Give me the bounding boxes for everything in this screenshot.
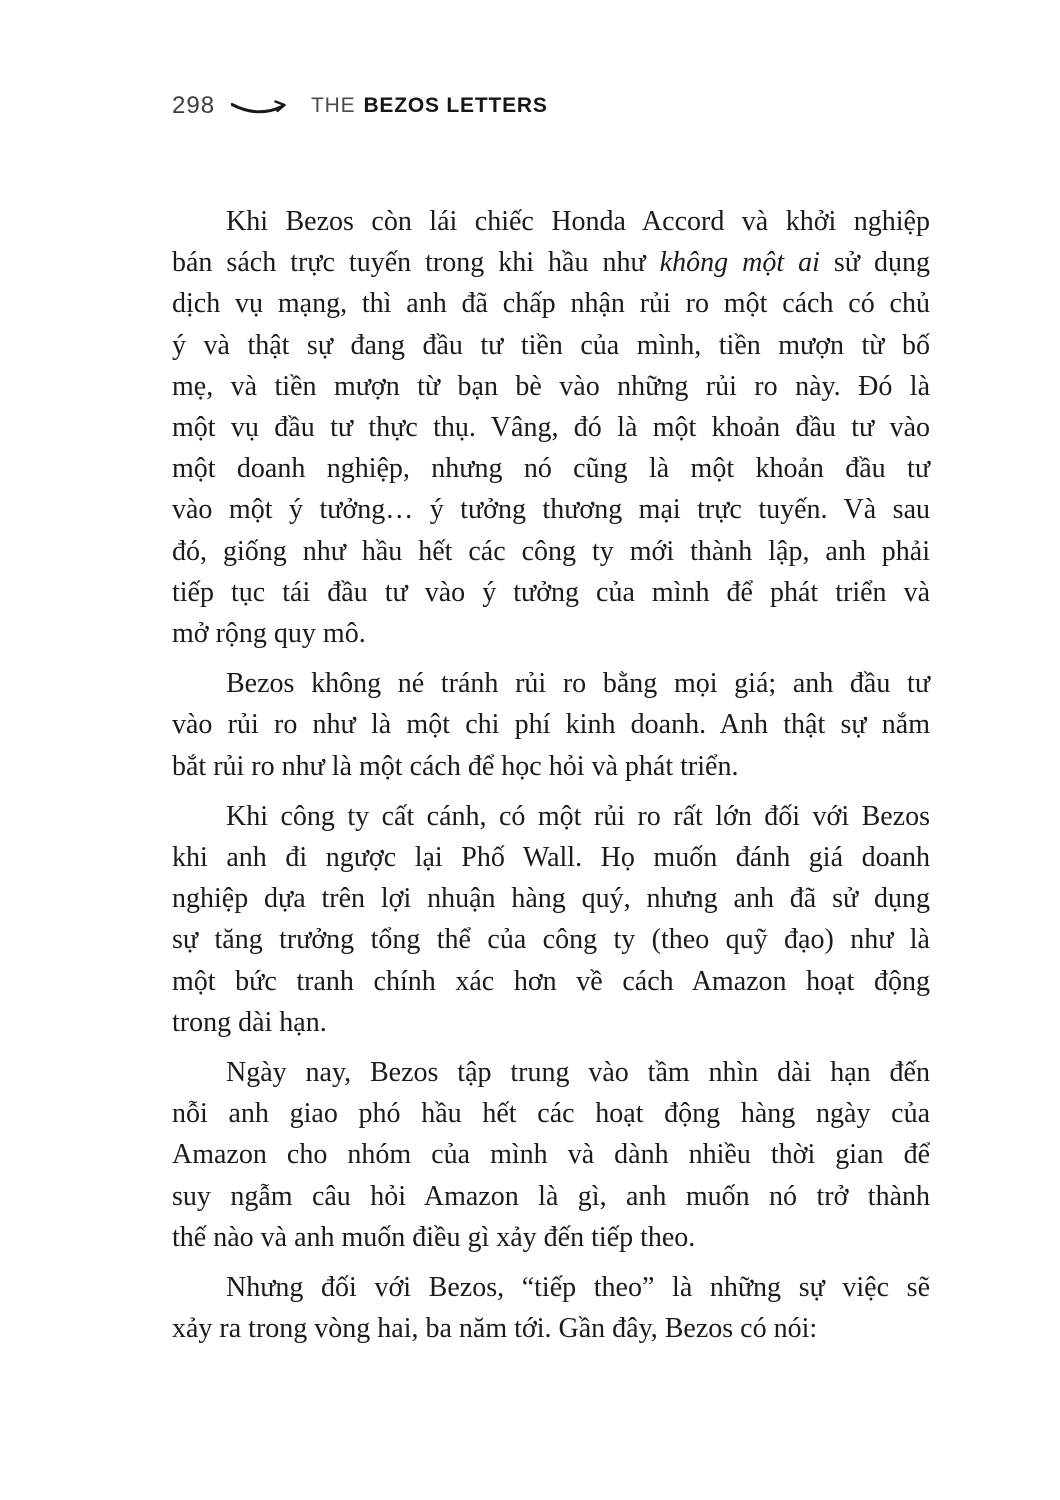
text-line: dịch vụ mạng, thì anh đã chấp nhận rủi ro một cách có chủ bbox=[172, 288, 930, 320]
page-header bbox=[172, 92, 548, 120]
text-line: sự tăng trưởng tổng thể của công ty (theo quỹ đạo) như là bbox=[172, 924, 930, 956]
text-line: bắt rủi ro như là một cách để học hỏi và phát triển. bbox=[172, 750, 739, 782]
text-line: thế nào và anh muốn điều gì xảy đến tiếp theo. bbox=[172, 1221, 696, 1253]
text-line: ý và thật sự đang đầu tư tiền của mình, tiền mượn từ bố bbox=[172, 329, 930, 361]
text-line: Khi Bezos còn lái chiếc Honda Accord và khởi nghiệp bbox=[226, 206, 930, 237]
text-line: Bezos không né tránh rủi ro bằng mọi giá; anh đầu tư bbox=[226, 668, 930, 700]
text-line: một bức tranh chính xác hơn về cách Amazon hoạt động bbox=[172, 965, 930, 997]
text-line: Nhưng đối với Bezos, “tiếp theo” là những sự việc sẽ bbox=[226, 1272, 930, 1304]
text-line: nghiệp dựa trên lợi nhuận hàng quý, nhưng anh đã sử dụng bbox=[172, 883, 930, 915]
text-line: tiếp tục tái đầu tư vào ý tưởng của mình để phát triển và bbox=[172, 576, 930, 608]
paragraph bbox=[172, 1052, 930, 1258]
paragraph bbox=[172, 663, 930, 787]
page-body bbox=[172, 201, 930, 1358]
book-title-the: THE bbox=[311, 94, 356, 117]
text-line: một doanh nghiệp, nhưng nó cũng là một khoản đầu tư bbox=[172, 453, 930, 485]
text-line: bán sách trực tuyến trong khi hầu như không một ai sử dụng bbox=[172, 247, 930, 279]
text-line: nỗi anh giao phó hầu hết các hoạt động hàng ngày của bbox=[172, 1098, 930, 1130]
text-line: Ngày nay, Bezos tập trung vào tầm nhìn dài hạn đến bbox=[226, 1057, 930, 1089]
text-line: mẹ, và tiền mượn từ bạn bè vào những rủi ro này. Đó là bbox=[172, 370, 930, 402]
text-line: Khi công ty cất cánh, có một rủi ro rất lớn đối với Bezos bbox=[226, 800, 930, 832]
text-line: đó, giống như hầu hết các công ty mới thành lập, anh phải bbox=[172, 535, 930, 567]
book-title-bezos-letters: BEZOS LETTERS bbox=[363, 94, 548, 117]
text-line: suy ngẫm câu hỏi Amazon là gì, anh muốn nó trở thành bbox=[172, 1180, 930, 1212]
amazon-smile-icon bbox=[231, 98, 293, 120]
paragraph bbox=[172, 796, 930, 1043]
text-line: trong dài hạn. bbox=[172, 1006, 327, 1038]
text-line: một vụ đầu tư thực thụ. Vâng, đó là một khoản đầu tư vào bbox=[172, 412, 930, 444]
text-line: vào một ý tưởng… ý tưởng thương mại trực tuyến. Và sau bbox=[172, 494, 930, 526]
paragraph bbox=[172, 1267, 930, 1349]
text-line: Amazon cho nhóm của mình và dành nhiều thời gian để bbox=[172, 1139, 930, 1171]
text-line: khi anh đi ngược lại Phố Wall. Họ muốn đánh giá doanh bbox=[172, 842, 930, 874]
page-number: 298 bbox=[172, 92, 216, 119]
paragraph bbox=[172, 201, 930, 654]
text-line: xảy ra trong vòng hai, ba năm tới. Gần đây, Bezos có nói: bbox=[172, 1313, 818, 1345]
text-line: mở rộng quy mô. bbox=[172, 618, 366, 650]
book-title bbox=[311, 94, 548, 118]
text-line: vào rủi ro như là một chi phí kinh doanh. Anh thật sự nắm bbox=[172, 709, 930, 741]
